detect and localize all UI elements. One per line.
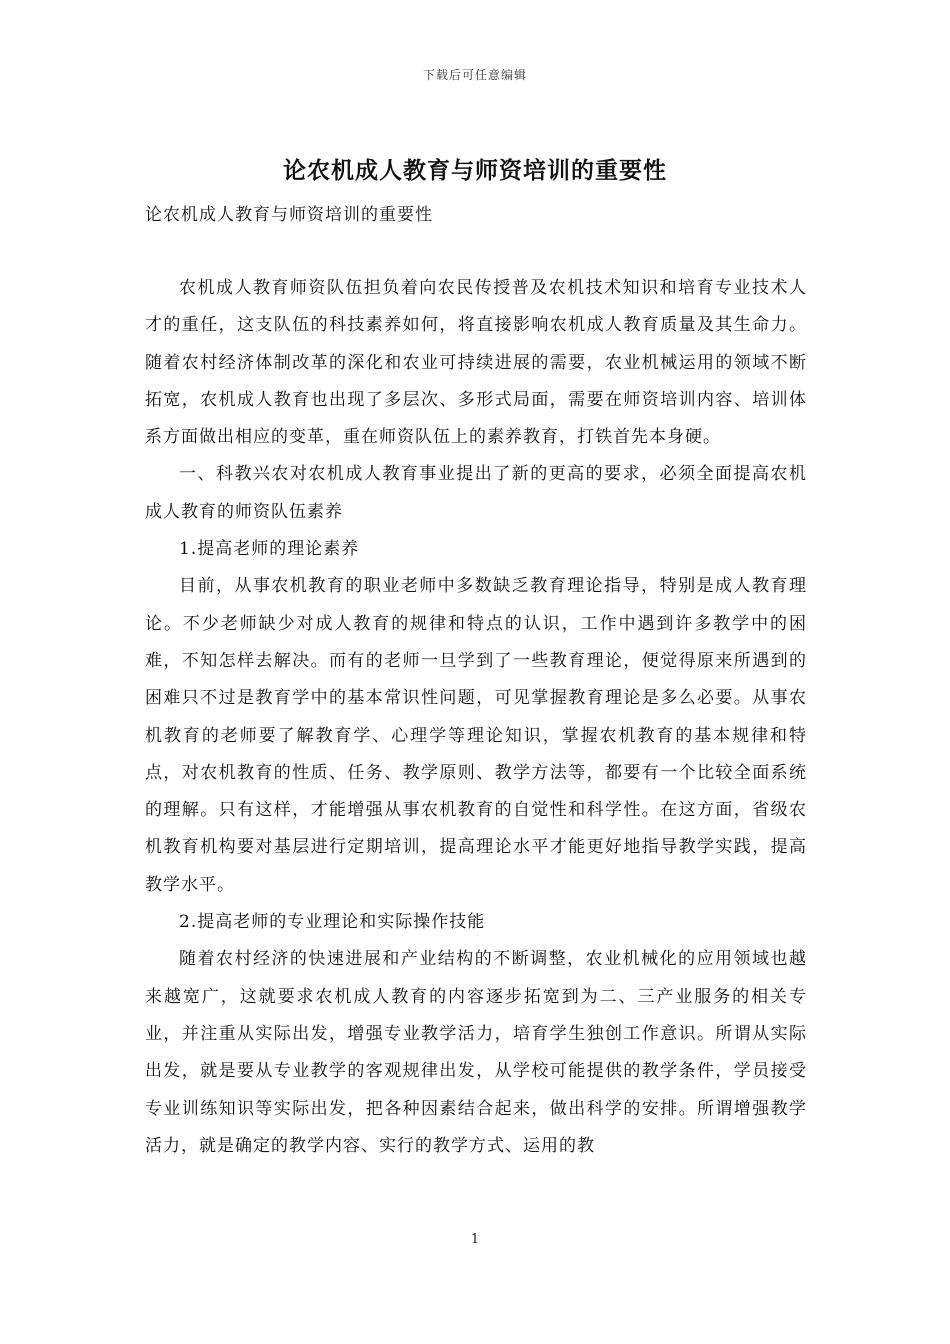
section-heading-1: 一、科教兴农对农机成人教育事业提出了新的更高的要求，必须全面提高农机成人教育的师资队伍素养 <box>145 464 807 522</box>
subsection-heading-2: 2.提高老师的专业理论和实际操作技能 <box>179 912 486 933</box>
paragraph-intro: 农机成人教育师资队伍担负着向农民传授普及农机技术知识和培育专业技术人才的重任，这支队伍的科技素养如何，将直接影响农机成人教育质量及其生命力。随着农村经济体制改革的深化和农业可持续进展的需要，农业机械运用的领域不断拓宽，农机成人教育也出现了多层次、多形式局面，需要在师资培训内容、培训体系方面做出相应的变革，重在师资队伍上的素养教育，打铁首先本身硬。 <box>145 278 807 448</box>
paragraph-practice: 随着农村经济的快速进展和产业结构的不断调整，农业机械化的应用领域也越来越宽广，这就要求农机成人教育的内容逐步拓宽到为二、三产业服务的相关专业，并注重从实际出发，增强专业教学活力，培育学生独创工作意识。所谓从实际出发，就是要从专业教学的客观规律出发，从学校可能提供的教学条件，学员接受专业训练知识等实际出发，把各种因素结合起来，做出科学的安排。所谓增强教学活力，就是确定的教学内容、实行的教学方式、运用的教 <box>145 949 807 1156</box>
paragraph-theory: 目前，从事农机教育的职业老师中多数缺乏教育理论指导，特别是成人教育理论。不少老师缺少对成人教育的规律和特点的认识，工作中遇到许多教学中的困难，不知怎样去解决。而有的老师一旦学到了一些教育理论，便觉得原来所遇到的困难只不过是教育学中的基本常识性问题，可见掌握教育理论是多么必要。从事农机教育的老师要了解教育学、心理学等理论知识，掌握农机教育的基本规律和特点，对农机教育的性质、任务、教学原则、教学方法等，都要有一个比较全面系统的理解。只有这样，才能增强从事农机教育的自觉性和科学性。在这方面，省级农机教育机构要对基层进行定期培训，提高理论水平才能更好地指导教学实践，提高教学水平。 <box>145 576 807 895</box>
header-note: 下载后可任意编辑 <box>422 68 527 82</box>
subsection-heading-1: 1.提高老师的理论素养 <box>179 539 360 560</box>
page-number: 1 <box>470 1232 480 1247</box>
document-subtitle: 论农机成人教育与师资培训的重要性 <box>145 205 433 225</box>
document-title: 论农机成人教育与师资培训的重要性 <box>283 157 667 184</box>
document-body <box>145 270 807 1165</box>
